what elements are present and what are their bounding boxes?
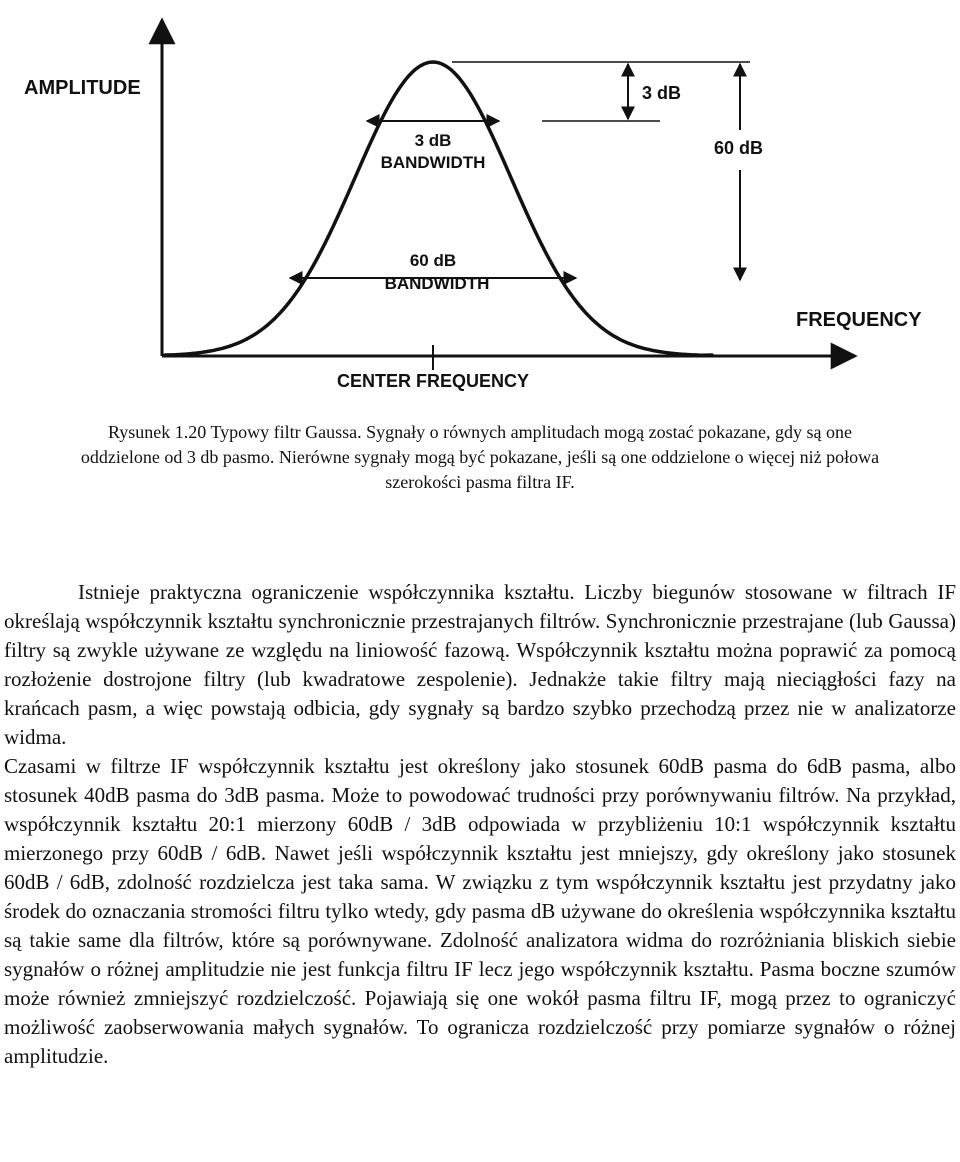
60db-bandwidth-label: BANDWIDTH [384,274,490,293]
3db-bandwidth-value: 3 dB [414,131,452,150]
paragraph: Czasami w filtrze IF współczynnik kształtu jest określony jako stosunek 60dB pasma do 6dB pasma, albo stosunek 40dB pasma do 3dB pasma. Może to powodować trudności przy porównywaniu filtrów. Na przykład, współczynnik kształtu 20:1 mierzony 60dB / 3dB odpowiada w przybliżeniu 10:1 współczynnik kształtu mierzonego przy 60dB / 6dB. Nawet jeśli współczynnik kształtu jest mniejszy, gdy określony jako stosunek 60dB / 6dB, zdolność rozdzielcza jest taka sama. W związku z tym współczynnik kształtu jest przydatny jako środek do oznaczania stromości filtru tylko wtedy, gdy pasma dB używane do określenia współczynnika kształtu są takie same dla filtrów, które są porównywane. Zdolność analizatora widma do rozróżniania bliskich siebie sygnałów o różnej amplitudzie nie jest funkcja filtru IF lecz jego współczynnik kształtu. Pasma boczne szumów może również zmniejszyć rozdzielczość. Pojawiają się one wokół pasma filtru IF, mogą przez to ograniczyć możliwość zaobserwowania małych sygnałów. To ogranicza rozdzielczość przy pomiarze sygnałów o różnej amplitudzie. [4,754,956,1068]
center-frequency-label: CENTER FREQUENCY [336,371,530,391]
body-text [4,578,956,1071]
3db-bandwidth-label: BANDWIDTH [380,153,486,172]
3db-level-label: 3 dB [642,83,682,103]
caption-line: szerokości pasma filtra IF. [385,472,575,492]
caption-line: oddzielone od 3 db pasmo. Nierówne sygnały mogą być pokazane, jeśli są one oddzielone o więcej niż połowa [80,447,880,467]
gaussian-response-curve [165,62,712,355]
caption-line: Rysunek 1.20 Typowy filtr Gaussa. Sygnały o równych amplitudach mogą zostać pokazane, gdy są one [107,422,853,442]
paragraph: Istnieje praktyczna ograniczenie współczynnika kształtu. Liczby biegunów stosowane w filtrach IF określają współczynnik kształtu synchronicznie przestrajanych filtrów. Synchronicznie przestrajane (lub Gaussa) filtry są zwykle używane ze względu na liniowość fazową. Współczynnik kształtu można poprawić za pomocą rozłożenie dostrojone filtry (lub kwadratowe zespolenie). Jednakże takie filtry mają nieciągłości fazy na krańcach pasm, a więc powstają odbicia, gdy sygnały są bardzo szybko przechodzą przez nie w analizatorze widma. [4,580,956,749]
gaussian-filter-figure [0,0,960,410]
60db-bandwidth-value: 60 dB [409,251,457,270]
figure-caption [40,420,920,495]
60db-level-label: 60 dB [714,138,764,158]
amplitude-axis-label: AMPLITUDE [24,77,141,99]
frequency-axis-label: FREQUENCY [796,309,922,331]
